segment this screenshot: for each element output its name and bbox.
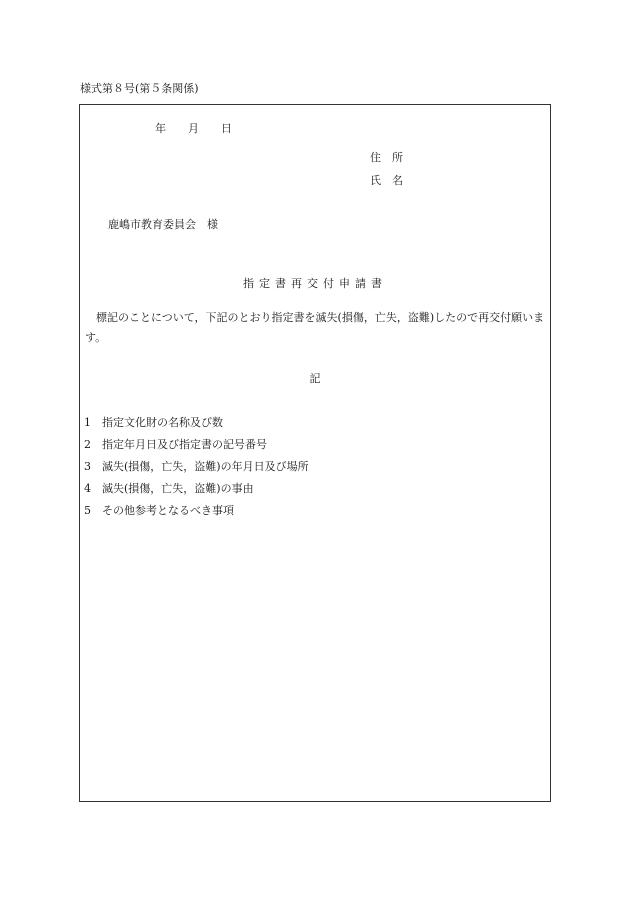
- document-title: 指定書再交付申請書: [243, 277, 387, 290]
- year-label: 年: [155, 122, 166, 135]
- item-text: 滅失(損傷，亡失，盗難)の事由: [102, 482, 254, 495]
- day-label: 日: [221, 122, 232, 135]
- item-text: その他参考となるべき事項: [102, 504, 234, 517]
- item-number: 5: [84, 504, 91, 517]
- item-text: 指定年月日及び指定書の記号番号: [102, 438, 267, 451]
- item-number: 3: [84, 460, 91, 473]
- form-frame: [79, 104, 551, 802]
- address-label: 住 所: [370, 151, 403, 164]
- date-line: [155, 122, 232, 136]
- body-text: 標記のことについて，下記のとおり指定書を滅失(損傷，亡失，盗難)したので再交付願います。: [85, 311, 545, 344]
- recipient: 鹿嶋市教育委員会 様: [108, 218, 218, 231]
- list-item: [84, 482, 254, 496]
- item-number: 2: [84, 438, 91, 451]
- item-text: 滅失(損傷，亡失，盗難)の年月日及び場所: [102, 460, 309, 473]
- month-label: 月: [188, 122, 199, 135]
- form-number-label: 様式第８号(第５条関係): [80, 82, 199, 95]
- list-item: [84, 438, 267, 452]
- list-item: [84, 504, 234, 518]
- list-item: [84, 460, 309, 474]
- item-text: 指定文化財の名称及び数: [102, 416, 223, 429]
- list-item: [84, 416, 223, 430]
- name-label: 氏 名: [370, 174, 403, 187]
- ki-heading: 記: [309, 372, 321, 385]
- item-number: 4: [84, 482, 91, 495]
- item-number: 1: [84, 416, 91, 429]
